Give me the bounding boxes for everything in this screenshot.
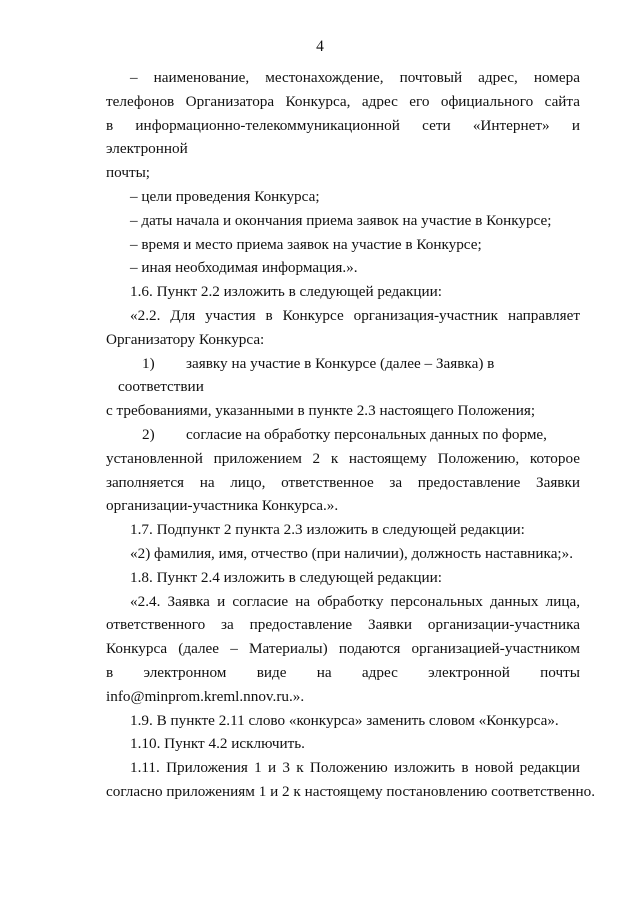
text-line-content: согласие на обработку персональных данных по форме,: [186, 425, 547, 443]
text-line: почты;: [106, 164, 151, 182]
paragraph-item-1-10: 1.10. Пункт 4.2 исключить.: [130, 735, 305, 753]
paragraph-subitem-2-text: «2) фамилия, имя, отчество (при наличии), должность наставника;».: [130, 544, 574, 562]
list-number: 2): [142, 425, 155, 443]
text-line: [118, 352, 580, 400]
text-line: info@minprom.kreml.nnov.ru.».: [106, 687, 305, 705]
paragraph-item-1-11: [106, 756, 596, 804]
paragraph-organizer-details: [106, 66, 580, 185]
page-number: 4: [316, 38, 324, 55]
text-line: «2.4. Заявка и согласие на обработку персональных данных лица,: [130, 592, 580, 610]
text-line: заполняется на лицо, ответственное за предоставление Заявки: [106, 473, 580, 491]
text-line: с требованиями, указанными в пункте 2.3 настоящего Положения;: [106, 402, 536, 420]
text-line: телефонов Организатора Конкурса, адрес его официального сайта: [106, 92, 580, 110]
paragraph-other-info: – иная необходимая информация.».: [130, 259, 358, 277]
text-line-content: заявку на участие в Конкурсе (далее – Заявка) в соответствии: [118, 354, 495, 396]
text-line: Организатору Конкурса:: [106, 330, 265, 348]
paragraph-item-1-9: 1.9. В пункте 2.11 слово «конкурса» заменить словом «Конкурса».: [130, 711, 559, 729]
paragraph-dates: – даты начала и окончания приема заявок на участие в Конкурсе;: [130, 211, 552, 229]
text-line: установленной приложением 2 к настоящему Положению, которое: [106, 449, 580, 467]
paragraph-subitem-1: [106, 352, 580, 423]
paragraph-item-1-8: 1.8. Пункт 2.4 изложить в следующей редакции:: [130, 568, 443, 586]
paragraph-item-1-6: 1.6. Пункт 2.2 изложить в следующей редакции:: [130, 283, 443, 301]
text-line: 1.11. Приложения 1 и 3 к Положению изложить в новой редакции: [130, 759, 580, 777]
text-line: организации-участника Конкурса.».: [106, 497, 339, 515]
paragraph-time-place: – время и место приема заявок на участие в Конкурсе;: [130, 235, 482, 253]
paragraph-2-2: [106, 304, 580, 352]
paragraph-goals: – цели проведения Конкурса;: [130, 187, 320, 205]
text-line: согласно приложениям 1 и 2 к настоящему постановлению соответственно.: [106, 782, 596, 800]
paragraph-2-4: [106, 590, 580, 709]
paragraph-subitem-2: [106, 423, 580, 518]
list-number: 1): [142, 354, 155, 372]
document-body: [106, 66, 596, 804]
paragraph-item-1-7: 1.7. Подпункт 2 пункта 2.3 изложить в следующей редакции:: [130, 521, 525, 539]
text-line: Конкурса (далее – Материалы) подаются организацией-участником: [106, 640, 580, 658]
text-line: «2.2. Для участия в Конкурсе организация-участник направляет: [130, 306, 580, 324]
text-line: ответственного за предоставление Заявки организации-участника: [106, 616, 580, 634]
text-line: в электронном виде на адрес электронной почты: [106, 663, 580, 681]
text-line: – наименование, местонахождение, почтовый адрес, номера: [130, 69, 580, 86]
text-line: [118, 423, 580, 447]
text-line: в информационно-телекоммуникационной сети «Интернет» и электронной: [106, 116, 580, 158]
